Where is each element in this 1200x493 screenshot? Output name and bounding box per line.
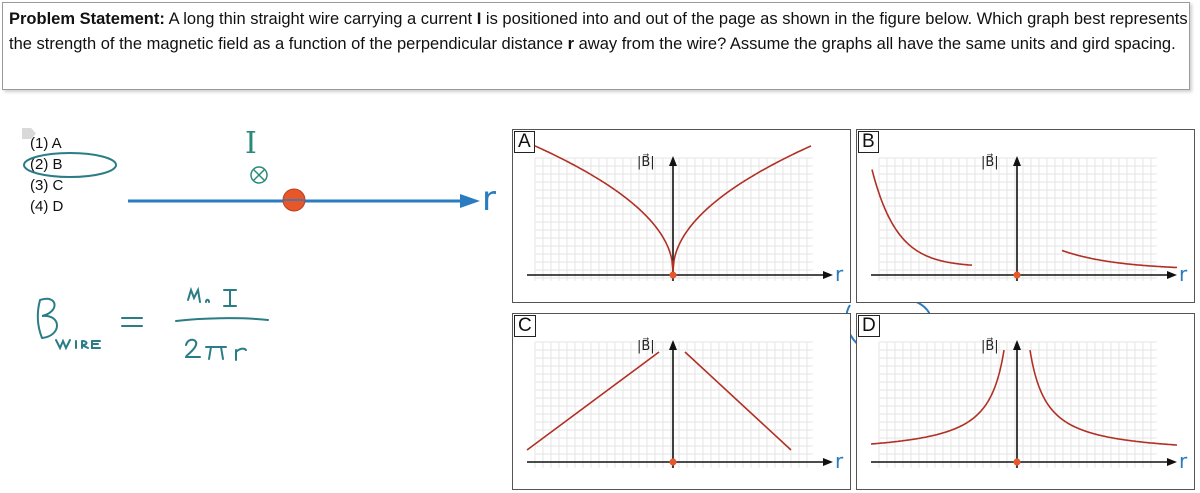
panel-c-graph	[513, 314, 850, 489]
y-axis-label: |B⃗|	[981, 155, 999, 170]
choice-4[interactable]: (4) D	[30, 198, 64, 215]
x-axis-arrow-icon	[1167, 271, 1177, 279]
r-axis-arrow-icon	[460, 194, 480, 208]
grid	[879, 342, 1157, 468]
panel-d-graph	[857, 314, 1194, 489]
panel-c-letter: C	[514, 315, 536, 337]
origin-dot	[670, 272, 677, 279]
problem-text-3: away from the wire? Assume the graphs all have the same units and gird spacing.	[574, 35, 1176, 53]
choice-2[interactable]: (2) B	[30, 156, 63, 173]
x-axis-label: r	[1179, 449, 1188, 473]
grid	[535, 342, 813, 468]
x-axis-label: r	[835, 449, 844, 473]
origin-dot	[670, 459, 677, 466]
panel-d[interactable]	[856, 313, 1195, 490]
x-axis-arrow-icon	[1167, 458, 1177, 466]
y-axis-label: |B⃗|	[981, 339, 999, 354]
handwritten-formula	[38, 290, 268, 360]
panel-a[interactable]	[512, 129, 851, 303]
handwritten-circle-choice-2	[24, 153, 116, 177]
y-axis-label: |B⃗|	[637, 155, 655, 170]
origin-dot	[1014, 272, 1021, 279]
x-axis-arrow-icon	[823, 458, 833, 466]
y-axis-label: |B⃗|	[637, 339, 655, 354]
panel-d-letter: D	[858, 315, 880, 337]
curve-right	[673, 146, 811, 271]
problem-text-2: is positioned into and out of the page as shown in the figure below. Which graph best represents the strength of the magnetic field as a function of the perpendicular distance	[9, 10, 1188, 53]
panel-a-letter: A	[514, 131, 535, 153]
choice-3[interactable]: (3) C	[30, 177, 64, 194]
current-label: I	[245, 126, 257, 161]
distance-symbol: r	[567, 35, 575, 53]
panel-b[interactable]	[856, 129, 1195, 303]
r-axis-label: r	[482, 179, 496, 219]
problem-text-1: A long thin straight wire carrying a current	[168, 10, 477, 28]
x-axis-label: r	[1179, 262, 1188, 286]
panel-b-letter: B	[858, 131, 879, 153]
panel-c[interactable]	[512, 313, 851, 490]
choice-1[interactable]: (1) A	[30, 135, 62, 152]
current-symbol: I	[476, 10, 482, 28]
problem-label: Problem Statement:	[9, 10, 165, 28]
x-axis-arrow-icon	[823, 271, 833, 279]
x-axis-label: r	[835, 262, 844, 286]
origin-dot	[1014, 459, 1021, 466]
panel-b-graph	[857, 130, 1194, 302]
into-page-icon	[251, 167, 267, 183]
panel-a-graph	[513, 130, 850, 302]
